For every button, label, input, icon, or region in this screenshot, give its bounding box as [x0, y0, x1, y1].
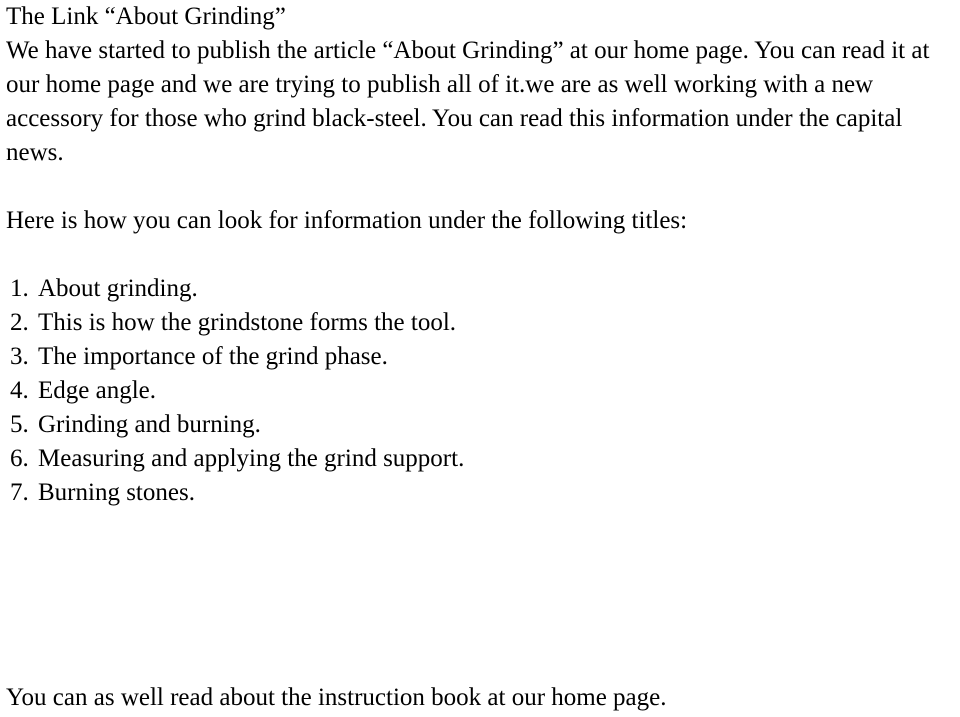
- list-item-text: The importance of the grind phase.: [38, 343, 388, 370]
- list-item-text: Burning stones.: [38, 479, 195, 506]
- list-item-number: 1.: [10, 275, 29, 302]
- list-item: [6, 340, 956, 374]
- titles-lead-paragraph: Here is how you can look for information under the following titles:: [6, 207, 688, 234]
- list-item-number: 7.: [10, 479, 29, 506]
- list-item-number: 6.: [10, 445, 29, 472]
- list-item: [6, 408, 956, 442]
- list-item-text: Grinding and burning.: [38, 411, 261, 438]
- document-body: [6, 0, 956, 510]
- list-item-text: Measuring and applying the grind support.: [38, 445, 465, 472]
- list-item-text: Edge angle.: [38, 377, 157, 404]
- list-item-number: 3.: [10, 343, 29, 370]
- titles-list: [6, 272, 956, 510]
- list-item-number: 5.: [10, 411, 29, 438]
- intro-paragraph: We have started to publish the article “About Grinding” at our home page. You can read it at our home page and we are trying to publish all of it.we are as well working with a new accessory for those who grind black-steel. You can read this information under the capital news.: [6, 37, 930, 166]
- list-item-number: 4.: [10, 377, 29, 404]
- document-title: The Link “About Grinding”: [6, 3, 286, 30]
- footer-paragraph: You can as well read about the instruction book at our home page.: [6, 684, 667, 711]
- list-item: [6, 374, 956, 408]
- list-item-text: This is how the grindstone forms the tool.: [38, 309, 457, 336]
- list-item-text: About grinding.: [38, 275, 198, 302]
- list-item: [6, 476, 956, 510]
- list-item: [6, 306, 956, 340]
- list-item-number: 2.: [10, 309, 29, 336]
- list-item: [6, 442, 956, 476]
- list-item: [6, 272, 956, 306]
